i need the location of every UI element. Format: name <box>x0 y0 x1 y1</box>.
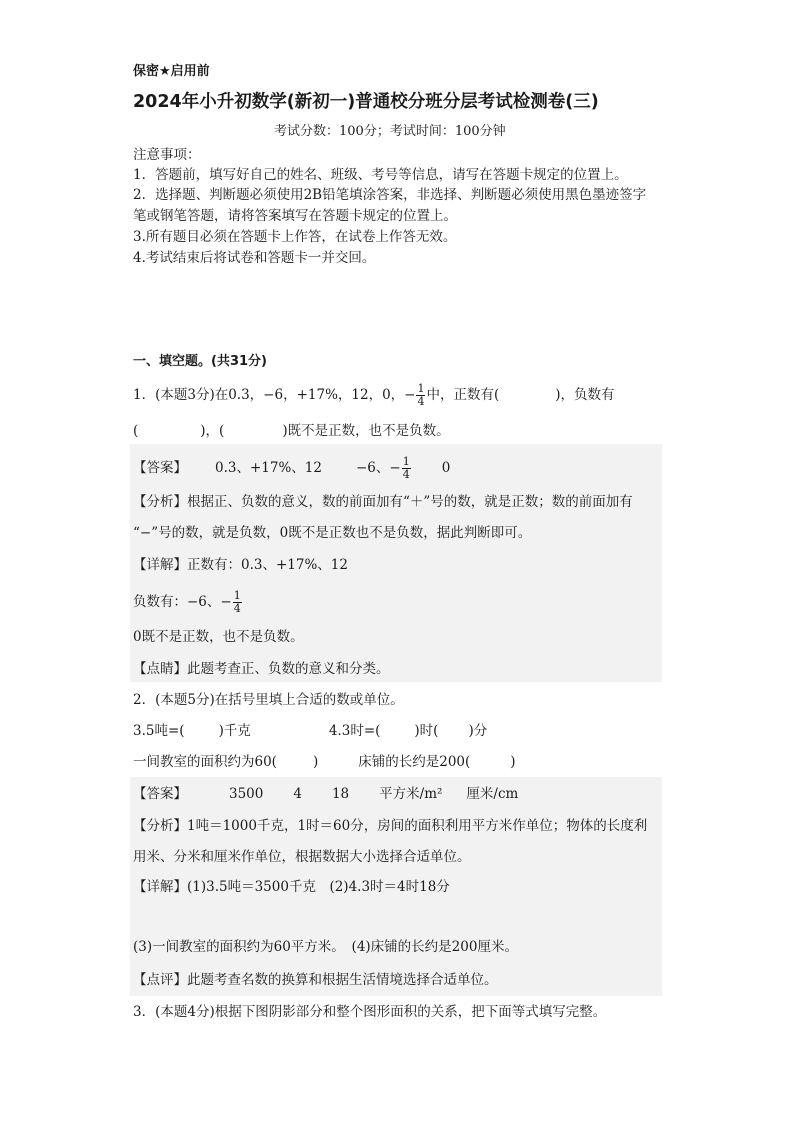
q1-detail-1: 【详解】正数有：0.3、+17%、12 <box>133 557 348 573</box>
notice-heading: 注意事项： <box>133 147 201 163</box>
section-heading: 一、填空题。(共31分) <box>133 354 267 369</box>
q2-comment: 【点评】此题考查名数的换算和根据生活情境选择合适单位。 <box>133 972 498 988</box>
q1-detail-2: 负数有：−6、− $\frac{1}{4}$ <box>133 589 241 615</box>
q1-comment: 【点睛】此题考查正、负数的意义和分类。 <box>133 661 390 677</box>
q2-detail-2: (3)一间教室的面积约为60平方米。 (4)床铺的长约是200厘米。 <box>133 939 518 955</box>
fraction-one-quarter: $\frac{1}{4}$ <box>417 382 425 408</box>
q2-analysis-1: 【分析】1吨＝1000千克，1时＝60分，房间的面积利用平方米作单位；物体的长度利 <box>133 818 648 834</box>
q1-stem: 1．(本题3分)在0.3，−6，+17%，12，0，− $\frac{1}{4}$ 中，正数有( )，负数有 <box>133 382 615 408</box>
notice-item-4: 4.考试结束后将试卷和答题卡一并交回。 <box>133 250 376 266</box>
notice-item-2-cont: 笔或钢笔答题，请将答案填写在答题卡规定的位置上。 <box>133 208 457 224</box>
notice-item-2: 2．选择题、判断题必须使用2B铅笔填涂答案，非选择、判断题必须使用黑色墨迹签字 <box>133 187 647 203</box>
page-title: 2024年小升初数学(新初一)普通校分班分层考试检测卷(三) <box>133 92 599 112</box>
q1-answer: 【答案】 0.3、+17%、12 −6、− $\frac{1}{4}$ 0 <box>133 455 451 481</box>
q2-stem: 2．(本题5分)在括号里填上合适的数或单位。 <box>133 692 404 708</box>
q2-line2: 一间教室的面积约为60( ) 床铺的长约是200( ) <box>133 754 516 770</box>
exam-meta: 考试分数：100分；考试时间：100分钟 <box>274 124 506 139</box>
q2-detail-1: 【详解】(1)3.5吨＝3500千克 (2)4.3时＝4时18分 <box>133 879 450 895</box>
q2-analysis-2: 用米、分米和厘米作单位，根据数据大小选择合适单位。 <box>133 849 471 865</box>
q1-analysis-1: 【分析】根据正、负数的意义，数的前面加有“＋”号的数，就是正数；数的前面加有 <box>133 494 633 510</box>
q3-stem: 3．(本题4分)根据下图阴影部分和整个图形面积的关系，把下面等式填写完整。 <box>133 1004 607 1020</box>
notice-item-3: 3.所有题目必须在答题卡上作答，在试卷上作答无效。 <box>133 229 457 245</box>
q2-line1: 3.5吨=( )千克 4.3时=( )时( )分 <box>133 723 488 739</box>
q1-analysis-2: “−”号的数，就是负数，0既不是正数也不是负数，据此判断即可。 <box>133 525 532 541</box>
q1-detail-3: 0既不是正数，也不是负数。 <box>133 629 304 645</box>
q1-stem-line2: ( )，( )既不是正数，也不是负数。 <box>133 423 450 439</box>
notice-item-1: 1．答题前，填写好自己的姓名、班级、考号等信息，请写在答题卡规定的位置上。 <box>133 167 628 183</box>
confidential-mark: 保密★启用前 <box>133 64 210 79</box>
q2-answer: 【答案】 3500 4 18 平方米/m² 厘米/cm <box>133 786 519 802</box>
